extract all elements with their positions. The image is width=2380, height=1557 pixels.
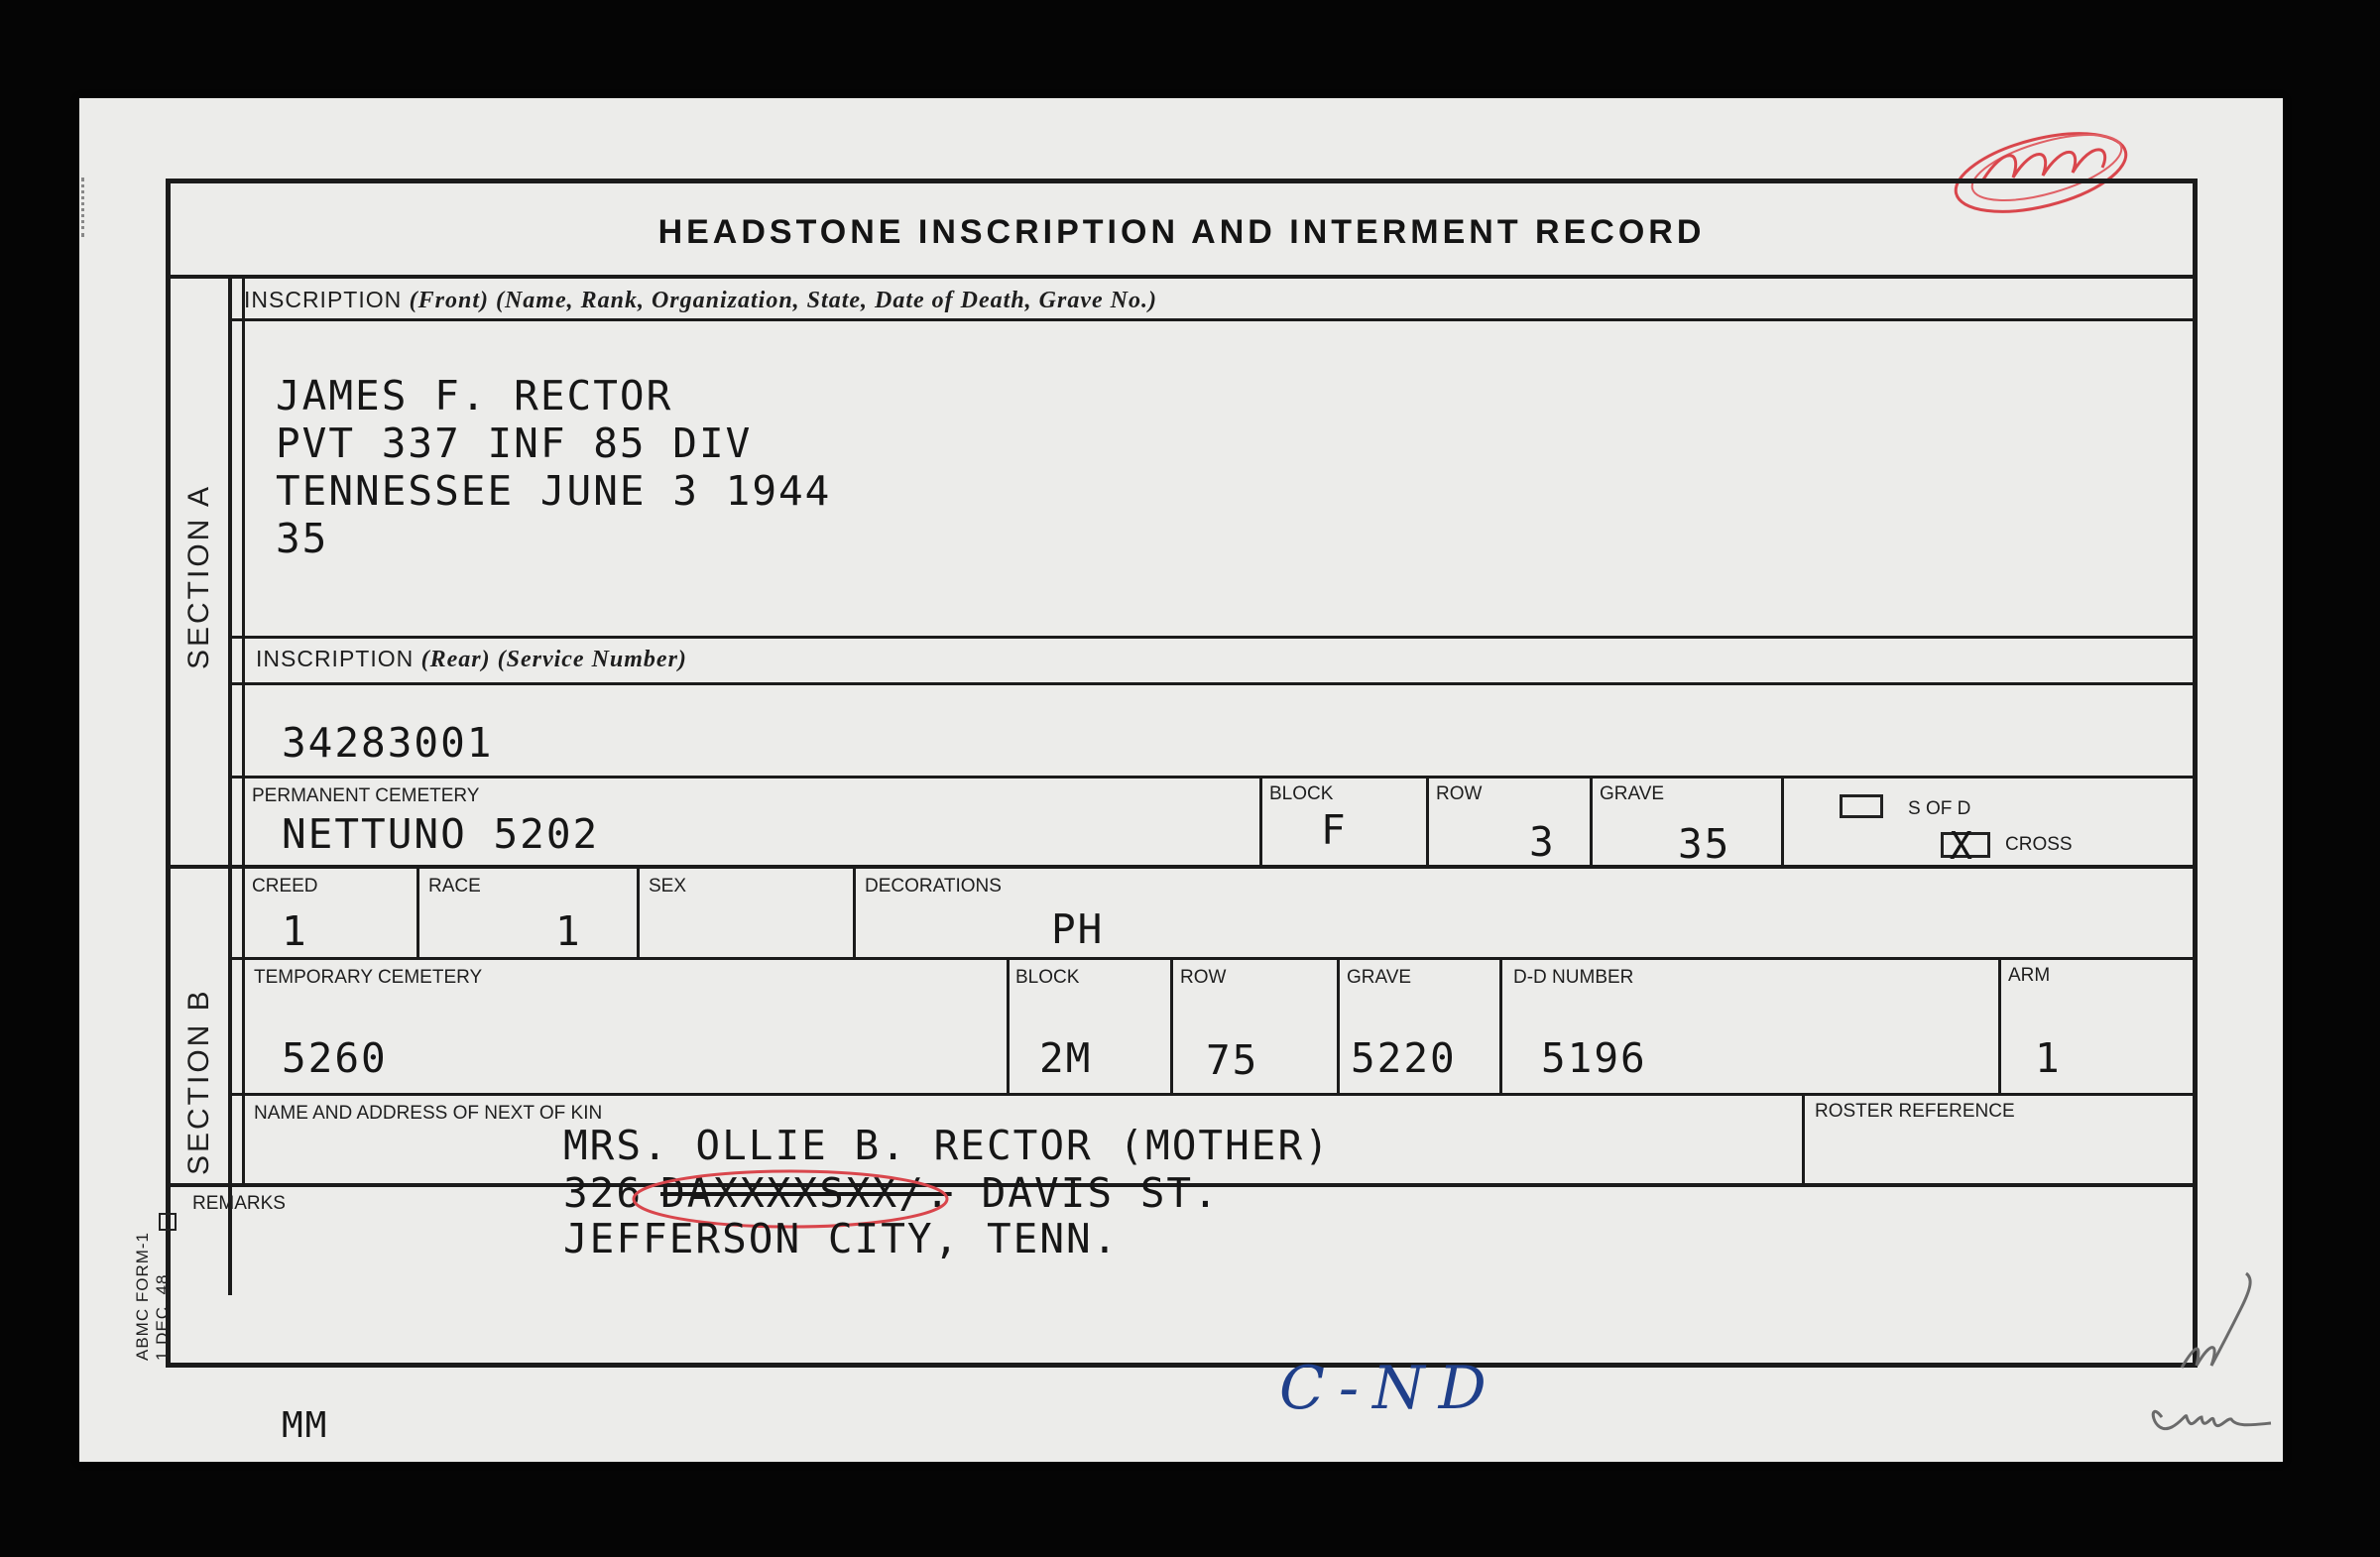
punch-dots [81, 178, 88, 237]
permanent-block-value: F [1321, 806, 1348, 854]
address-number: 326 [563, 1169, 644, 1217]
record-card [79, 98, 2283, 1462]
inscription-line-4: 35 [276, 515, 329, 562]
section-a-label: SECTION A [182, 483, 215, 669]
temporary-cemetery-value: 5260 [282, 1034, 388, 1082]
bottom-left-initials: MM [282, 1405, 329, 1446]
permanent-grave-label: GRAVE [1600, 783, 1665, 804]
creed-label: CREED [252, 876, 318, 897]
arm-value: 1 [2035, 1034, 2062, 1082]
permanent-row-value: 3 [1529, 818, 1556, 866]
creed-value: 1 [282, 907, 308, 955]
race-value: 1 [555, 907, 582, 955]
roster-reference-label: ROSTER REFERENCE [1815, 1101, 2015, 1122]
dd-number-value: 5196 [1541, 1034, 1647, 1082]
inscription-line-1: JAMES F. RECTOR [276, 372, 673, 419]
section-b-label: SECTION B [182, 988, 215, 1175]
remarks-label: REMARKS [192, 1193, 286, 1214]
temporary-row-label: ROW [1180, 967, 1227, 988]
temporary-cemetery-label: TEMPORARY CEMETERY [254, 967, 483, 988]
permanent-cemetery-value: NETTUNO 5202 [282, 810, 600, 858]
decorations-label: DECORATIONS [865, 876, 1002, 897]
temporary-row-value: 75 [1206, 1036, 1259, 1084]
permanent-grave-value: 35 [1678, 820, 1731, 868]
next-of-kin-line-3: JEFFERSON CITY, TENN. [563, 1215, 1120, 1262]
next-of-kin-line-1: MRS. OLLIE B. RECTOR (MOTHER) [563, 1122, 1331, 1169]
temporary-block-value: 2M [1039, 1034, 1093, 1082]
form-title: HEADSTONE INSCRIPTION AND INTERMENT RECORD [657, 213, 1706, 251]
form-number: ABMC FORM-1 1 DEC. 48 [133, 1232, 172, 1361]
inscription-line-2: PVT 337 INF 85 DIV [276, 419, 753, 467]
temporary-grave-label: GRAVE [1347, 967, 1412, 988]
dd-number-label: D-D NUMBER [1513, 967, 1634, 988]
s-of-d-label: S OF D [1908, 798, 1971, 819]
decorations-value: PH [1051, 905, 1105, 953]
street-name: DAVIS ST. [981, 1169, 1220, 1217]
struck-street-text: DAXXXXSXX/. [660, 1169, 952, 1217]
race-label: RACE [428, 876, 481, 897]
form-checkbox [159, 1213, 177, 1231]
inscription-front-label: INSCRIPTION (Front) (Name, Rank, Organization, State, Date of Death, Grave No.) [244, 287, 1157, 313]
next-of-kin-label: NAME AND ADDRESS OF NEXT OF KIN [254, 1103, 603, 1124]
service-number: 34283001 [282, 719, 494, 767]
pencil-initials-mark [2142, 1249, 2281, 1447]
permanent-cemetery-label: PERMANENT CEMETERY [252, 785, 480, 806]
sex-label: SEX [649, 876, 687, 897]
cross-check-mark: X [1950, 824, 1974, 868]
temporary-grave-value: 5220 [1351, 1034, 1457, 1082]
arm-label: ARM [2008, 965, 2051, 986]
permanent-block-label: BLOCK [1269, 783, 1334, 804]
bottom-center-note: C-ND [1279, 1354, 1500, 1423]
form-frame [166, 179, 2198, 1368]
cross-label: CROSS [2005, 834, 2073, 855]
temporary-block-label: BLOCK [1015, 967, 1080, 988]
s-of-d-checkbox[interactable] [1840, 794, 1883, 818]
inscription-line-3: TENNESSEE JUNE 3 1944 [276, 467, 832, 515]
permanent-row-label: ROW [1436, 783, 1483, 804]
inscription-rear-label: INSCRIPTION (Rear) (Service Number) [256, 646, 687, 672]
